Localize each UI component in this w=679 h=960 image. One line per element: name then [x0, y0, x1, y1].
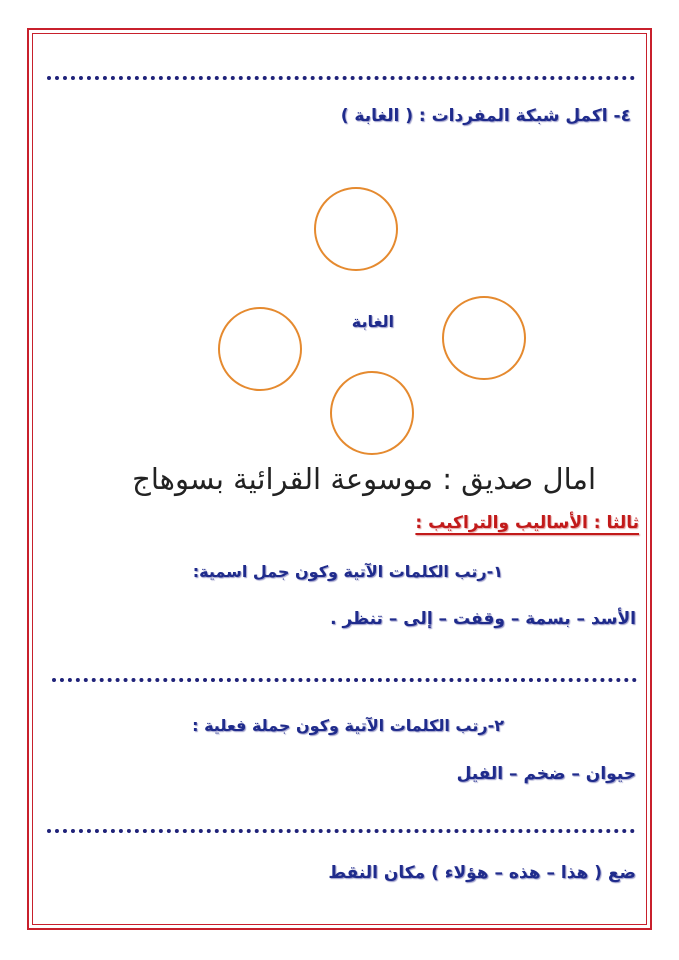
- q1-words: الأسد – بسمة – وقفت – إلى – تنظر .: [330, 609, 636, 629]
- vocab-circle-left: [218, 307, 302, 391]
- q3-instruction: ضع ( هذا – هذه – هؤلاء ) مكان النقط: [328, 863, 636, 883]
- q1-instruction: ١-رتب الكلمات الآتية وكون جمل اسمية:: [192, 562, 503, 581]
- dotted-line-bottom: [47, 829, 635, 833]
- vocab-circle-right: [442, 296, 526, 380]
- dotted-line-middle: [52, 678, 637, 682]
- dotted-line-top: [47, 76, 635, 80]
- vocab-circle-bottom: [330, 371, 414, 455]
- author-credit: امال صديق : موسوعة القرائية بسوهاج: [132, 462, 596, 496]
- q2-words: حيوان – ضخم – الفيل: [456, 764, 636, 784]
- q4-title: ٤- اكمل شبكة المفردات : ( الغابة ): [340, 106, 631, 126]
- vocab-center-word: الغابة: [351, 312, 394, 331]
- vocab-circle-top: [314, 187, 398, 271]
- section-heading: ثالثا : الأساليب والتراكيب :: [415, 513, 639, 533]
- q2-instruction: ٢-رتب الكلمات الآتية وكون جملة فعلية :: [192, 716, 504, 735]
